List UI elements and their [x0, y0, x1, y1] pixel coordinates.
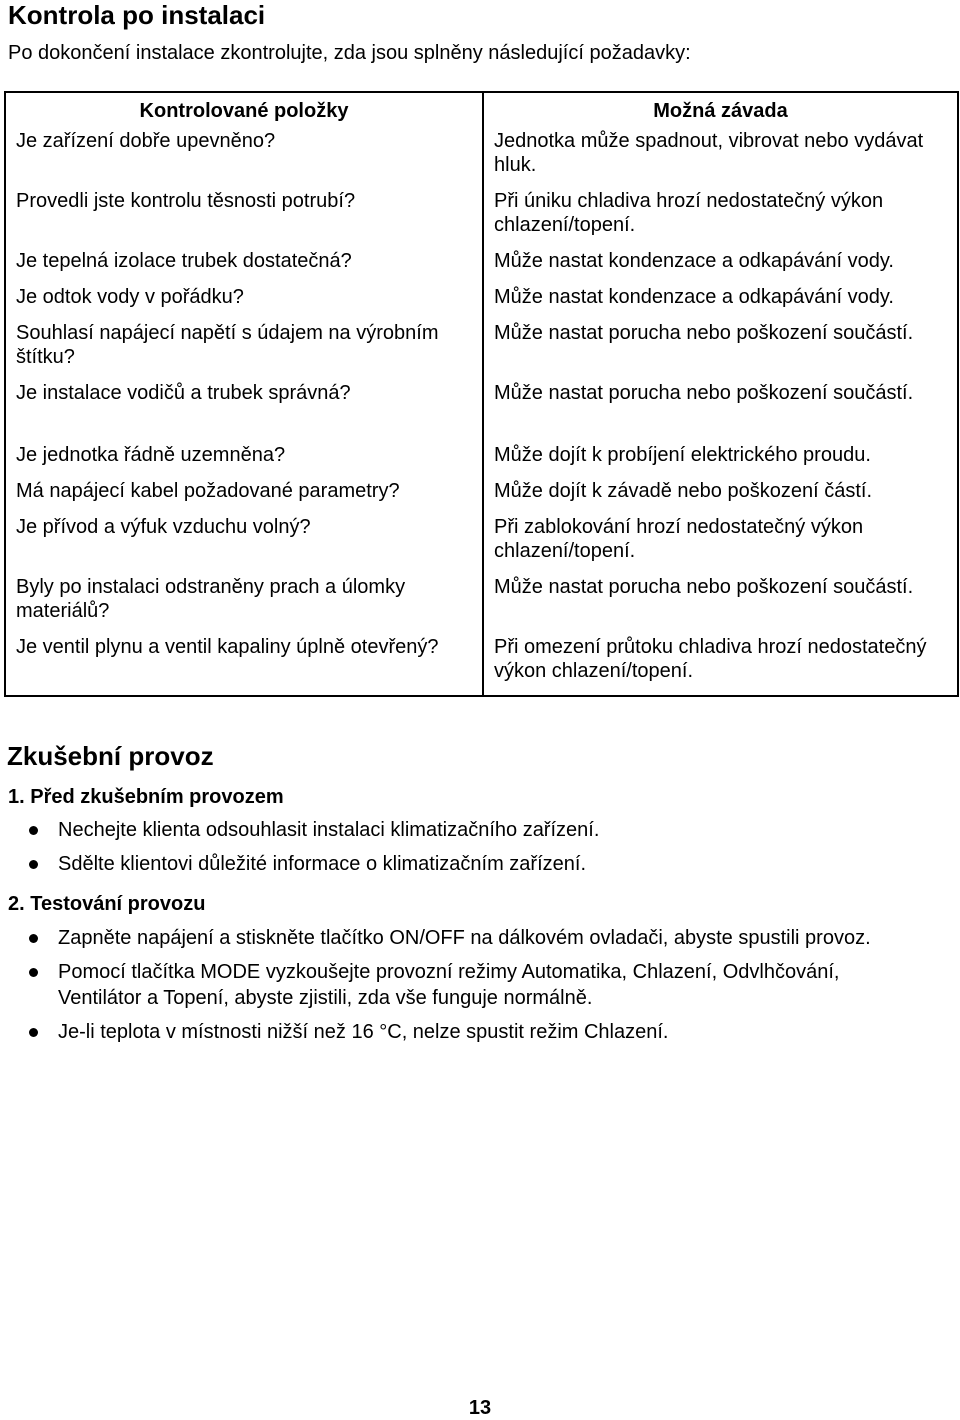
list-item [0, 959, 920, 1011]
check-item: Má napájecí kabel požadované parametry? [5, 479, 483, 515]
check-item: Je odtok vody v pořádku? [5, 285, 483, 321]
list-item-text: Sdělte klientovi důležité informace o klimatizačním zařízení. [58, 853, 587, 875]
column-header-items: Kontrolované položky [5, 92, 483, 129]
page-title: Kontrola po instalaci [8, 0, 266, 30]
table-row [5, 285, 958, 321]
check-item: Je zařízení dobře upevněno? [5, 129, 483, 189]
bullet-list-testing [0, 925, 920, 1053]
possible-issue: Může nastat porucha nebo poškození součástí. [483, 575, 958, 635]
possible-issue: Může nastat porucha nebo poškození součástí. [483, 381, 958, 443]
check-item: Je instalace vodičů a trubek správná? [5, 381, 483, 443]
possible-issue: Může dojít k závadě nebo poškození částí. [483, 479, 958, 515]
possible-issue: Při úniku chladiva hrozí nedostatečný výkon chlazení/topení. [483, 189, 958, 249]
table-row [5, 515, 958, 575]
possible-issue: Může nastat kondenzace a odkapávání vody. [483, 249, 958, 285]
table-row [5, 575, 958, 635]
list-item [0, 851, 920, 877]
possible-issue: Může nastat porucha nebo poškození součástí. [483, 321, 958, 381]
check-item: Je jednotka řádně uzemněna? [5, 443, 483, 479]
check-item: Je tepelná izolace trubek dostatečná? [5, 249, 483, 285]
table-row [5, 443, 958, 479]
bullet-icon [29, 860, 38, 869]
check-item: Provedli jste kontrolu těsnosti potrubí? [5, 189, 483, 249]
check-item: Je ventil plynu a ventil kapaliny úplně otevřený? [5, 635, 483, 696]
list-item [0, 1019, 920, 1045]
table-row [5, 635, 958, 696]
list-item-text: Je-li teplota v místnosti nižší než 16 °C, nelze spustit režim Chlazení. [58, 1021, 669, 1043]
possible-issue: Může nastat kondenzace a odkapávání vody. [483, 285, 958, 321]
table-row [5, 381, 958, 443]
bullet-icon [29, 968, 38, 977]
possible-issue: Jednotka může spadnout, vibrovat nebo vydávat hluk. [483, 129, 958, 189]
table-row [5, 321, 958, 381]
bullet-list-before-test [0, 817, 920, 885]
list-item [0, 925, 920, 951]
bullet-icon [29, 826, 38, 835]
bullet-icon [29, 1028, 38, 1037]
page-number: 13 [468, 1397, 492, 1419]
table-row [5, 189, 958, 249]
check-item: Byly po instalaci odstraněny prach a úlomky materiálů? [5, 575, 483, 635]
check-item: Souhlasí napájecí napětí s údajem na výrobním štítku? [5, 321, 483, 381]
possible-issue: Při zablokování hrozí nedostatečný výkon chlazení/topení. [483, 515, 958, 575]
check-item: Je přívod a výfuk vzduchu volný? [5, 515, 483, 575]
column-header-issues: Možná závada [483, 92, 958, 129]
list-item-text: Zapněte napájení a stiskněte tlačítko ON/OFF na dálkovém ovladači, abyste spustili provoz. [58, 927, 871, 949]
checklist-table [4, 91, 959, 697]
possible-issue: Může dojít k probíjení elektrického proudu. [483, 443, 958, 479]
table-row [5, 479, 958, 515]
list-item-text: Nechejte klienta odsouhlasit instalaci klimatizačního zařízení. [58, 819, 600, 841]
step-heading-before-test: 1. Před zkušebním provozem [8, 786, 284, 808]
bullet-icon [29, 934, 38, 943]
table-header-row [5, 92, 958, 129]
possible-issue: Při omezení průtoku chladiva hrozí nedostatečný výkon chlazení/topení. [483, 635, 958, 696]
table-row [5, 129, 958, 189]
intro-text: Po dokončení instalace zkontrolujte, zda jsou splněny následující požadavky: [8, 42, 691, 64]
list-item-text: Pomocí tlačítka MODE vyzkoušejte provozní režimy Automatika, Chlazení, Odvlhčování, Ventilátor a Topení, abyste zjistili, zda vše funguje normálně. [58, 961, 840, 1009]
step-heading-testing: 2. Testování provozu [8, 893, 206, 915]
section-heading-trial-run: Zkušební provoz [7, 741, 214, 771]
table-row [5, 249, 958, 285]
list-item [0, 817, 920, 843]
